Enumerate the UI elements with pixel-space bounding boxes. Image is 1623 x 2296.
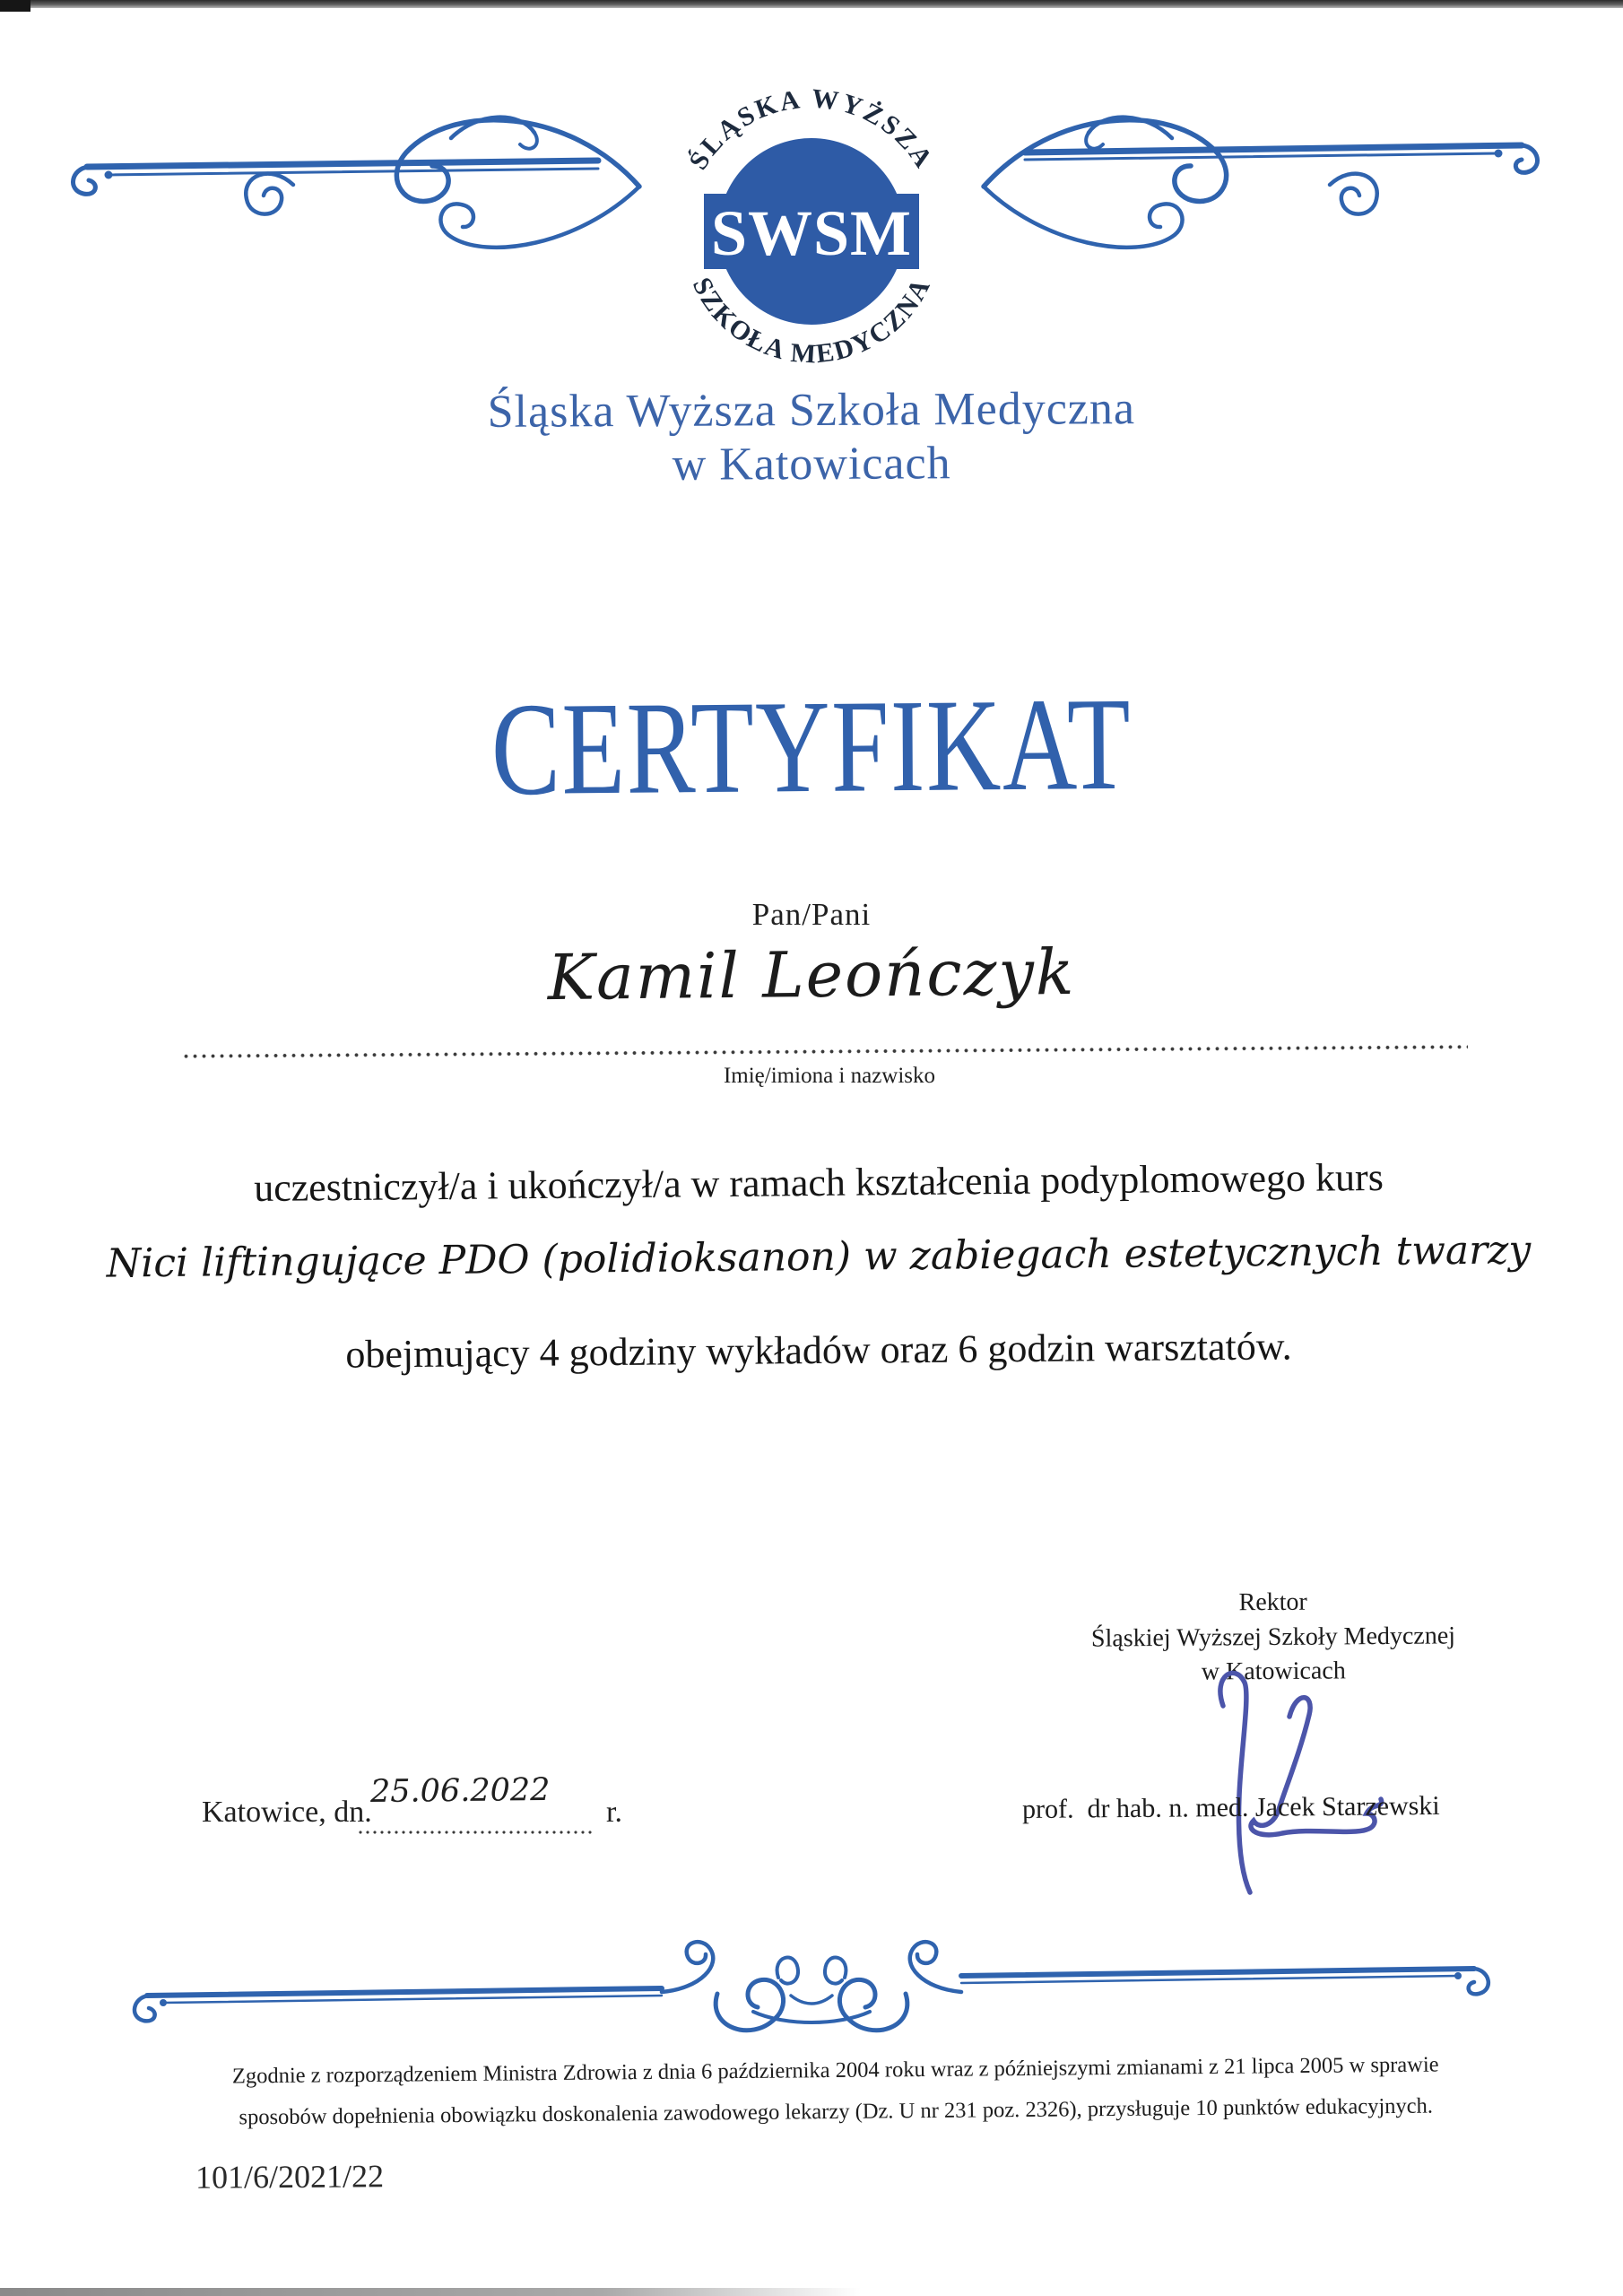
scan-edge-bottom — [0, 2288, 861, 2296]
institution-line2: w Katowicach — [672, 438, 951, 491]
body-intro: uczestniczył/a i ukończył/a w ramach kształcenia podyplomowego kurs — [253, 1154, 1384, 1211]
signature-strokes — [1220, 1673, 1382, 1892]
logo-acronym: SWSM — [710, 197, 913, 269]
body-scope: obejmujący 4 godziny wykładów oraz 6 godzin warsztatów. — [345, 1324, 1292, 1377]
date-year-suffix: r. — [606, 1796, 622, 1829]
ornament-bottom-left-dot — [160, 1999, 167, 2006]
date-place-label: Katowice, dn. — [202, 1796, 372, 1829]
logo-arc-top-text: ŚLĄSKA WYŻSZA — [683, 83, 940, 176]
signer-org-line2: w Katowicach — [1201, 1657, 1346, 1686]
ornament-bottom — [126, 1924, 1497, 2040]
certificate-number: 101/6/2021/22 — [195, 2158, 385, 2196]
signer-role: Rektor — [1238, 1587, 1307, 1617]
scan-edge-top-corner — [0, 0, 30, 12]
signer-name: prof. dr hab. n. med. Jacek Starzewski — [1021, 1790, 1440, 1825]
scan-edge-top — [0, 0, 1623, 8]
salutation: Pan/Pani — [751, 897, 872, 932]
name-dotted-line — [184, 1045, 1468, 1058]
logo-arc-bottom-text: SZKOŁA MEDYCZNA — [686, 273, 937, 370]
date-value: 25.06.2022 — [369, 1771, 551, 1811]
ornament-bottom-right-dot — [1454, 1972, 1462, 1979]
signature-ink — [1176, 1661, 1410, 1903]
institution-line1: Śląska Wyższa Szkoła Medyczna — [487, 383, 1136, 438]
signer-org-line1: Śląskiej Wyższej Szkoły Medycznej — [1090, 1621, 1456, 1653]
name-caption: Imię/imiona i nazwisko — [723, 1064, 936, 1088]
legal-note-line2: sposobów dopełnienia obowiązku doskonalenia zawodowego lekarzy (Dz. U nr 231 poz. 2326), przysługuje 10 punktów edukacyjnych. — [239, 2093, 1434, 2130]
date-dotted-line — [359, 1831, 594, 1834]
ornament-top-right-dot — [1495, 150, 1503, 158]
certificate-title: CERTYFIKAT — [490, 670, 1133, 824]
body-course-title: Nici liftingujące PDO (polidioksanon) w zabiegach estetycznych twarzy — [106, 1227, 1532, 1287]
legal-note-line1: Zgodnie z rozporządzeniem Ministra Zdrowia z dnia 6 października 2004 roku wraz z późniejszymi zmianami z 21 lipca 2005 w sprawie — [231, 2052, 1439, 2089]
swsm-logo — [659, 79, 964, 393]
legal-note — [24, 2042, 1623, 2140]
institution-heading — [0, 379, 1623, 495]
ornament-bottom-strokes — [135, 1942, 1488, 2031]
recipient-name: Kamil Leończyk — [547, 935, 1076, 1015]
ornament-top-left-dot — [105, 171, 113, 179]
